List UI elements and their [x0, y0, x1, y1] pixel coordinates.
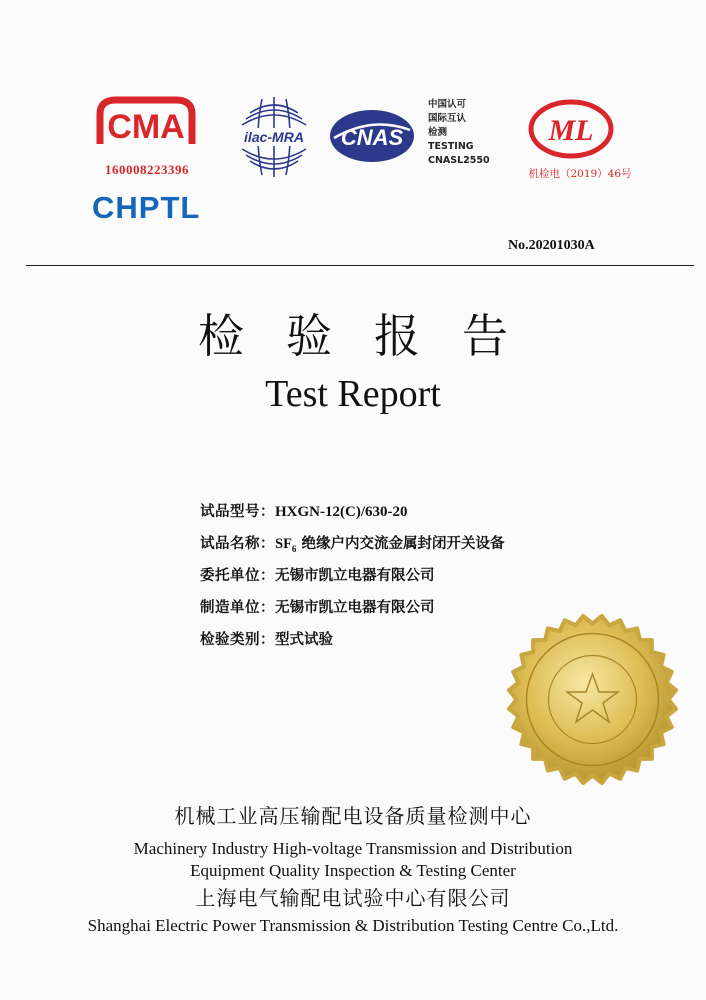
ml-logo [528, 98, 614, 160]
sf-subscript: 6 [291, 543, 297, 554]
cnas-line: CNASL2550 [428, 155, 490, 166]
title-chinese: 检验报告 [198, 309, 550, 363]
model-label: 试品型号： [200, 504, 275, 520]
cnas-line: TESTING [428, 141, 474, 152]
name-label: 试品名称： [200, 536, 275, 552]
category-label: 检验类别： [200, 632, 275, 648]
info-row-model [200, 500, 504, 532]
cnas-line: 国际互认 [428, 113, 467, 124]
info-row-category [200, 628, 504, 660]
org-name-english [0, 838, 706, 882]
ml-logo-text: ML [548, 114, 594, 147]
ilac-logo-text: ilac-MRA [244, 129, 304, 145]
cma-logo-text: CMA [107, 108, 185, 146]
cnas-logo [328, 108, 416, 164]
client-label: 委托单位： [200, 568, 275, 584]
cma-number: 160008223396 [105, 162, 189, 177]
seal-scalloped-edge [509, 616, 676, 783]
ml-caption: 机检电（2019）46号 [528, 168, 632, 180]
name-rest: 绝缘户内交流金属封闭开关设备 [296, 536, 505, 552]
sf-prefix: SF [275, 536, 292, 552]
header-divider [26, 265, 694, 266]
info-row-manufacturer [200, 596, 504, 628]
report-number: No.20201030A [508, 238, 595, 253]
org-name-english-line2: Equipment Quality Inspection & Testing Center [190, 861, 516, 880]
company-name-english: Shanghai Electric Power Transmission & Distribution Testing Centre Co.,Ltd. [87, 916, 619, 935]
manufacturer-label: 制造单位： [200, 600, 275, 616]
cnas-logo-text: CNAS [340, 125, 404, 150]
gold-seal [505, 612, 680, 787]
cma-logo [92, 92, 200, 154]
chptl-logo: CHPTL [92, 190, 201, 225]
title-english: Test Report [265, 373, 441, 415]
sample-info [200, 500, 504, 660]
category-value: 型式试验 [275, 632, 333, 648]
info-row-client [200, 564, 504, 596]
info-row-name [200, 532, 504, 564]
cnas-line: 中国认可 [428, 99, 467, 110]
name-value [275, 532, 504, 554]
client-value: 无锡市凯立电器有限公司 [275, 568, 435, 584]
org-name-chinese: 机械工业高压输配电设备质量检测中心 [174, 804, 532, 828]
org-name-english-line1: Machinery Industry High-voltage Transmission and Distribution [133, 839, 573, 858]
ilac-mra-logo [232, 95, 316, 179]
cnas-accreditation-text [428, 98, 508, 168]
company-name-chinese: 上海电气输配电试验中心有限公司 [195, 886, 511, 910]
sf6-text [275, 536, 296, 552]
model-value: HXGN-12(C)/630-20 [275, 504, 408, 520]
cnas-line: 检测 [428, 127, 448, 138]
manufacturer-value: 无锡市凯立电器有限公司 [275, 600, 435, 616]
